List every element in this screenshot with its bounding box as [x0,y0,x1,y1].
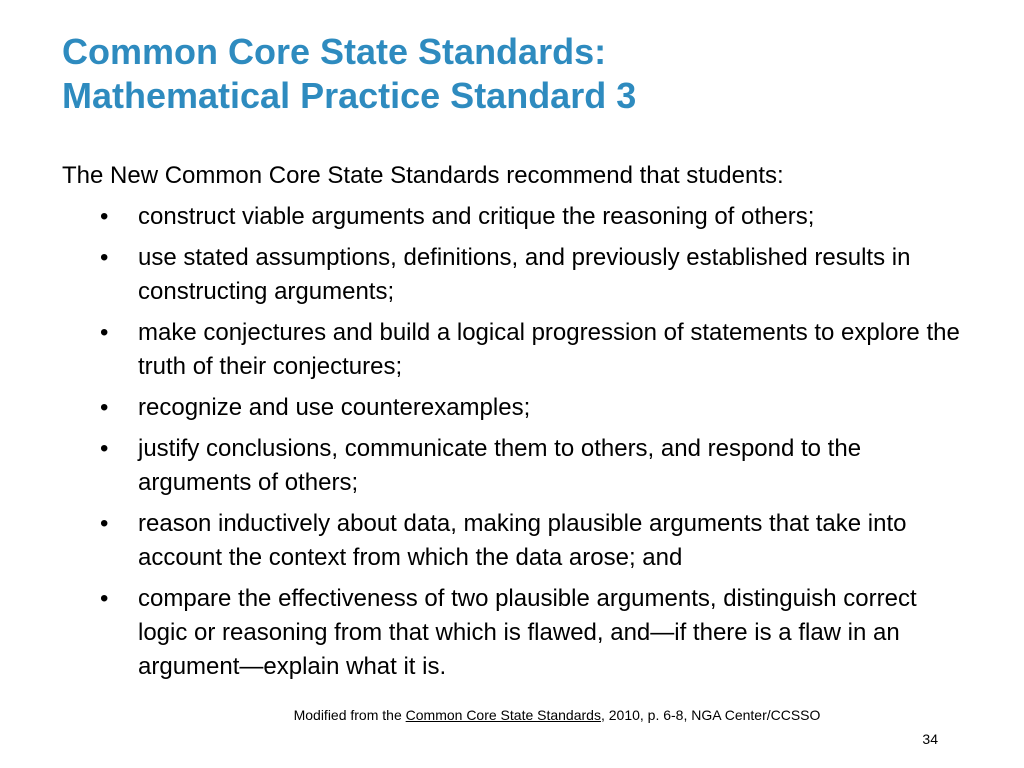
slide-title-line-2: Mathematical Practice Standard 3 [62,75,637,116]
bullet-marker: • [100,203,109,230]
source-citation [0,706,1024,724]
bullet-text: reason inductively about data, making plausible arguments that take into account the context from which the data arose; and [138,510,907,571]
intro-text: The New Common Core State Standards recommend that students: [62,162,784,189]
bullet-item-7 [62,582,962,684]
source-suffix: , 2010, p. 6-8, NGA Center/CCSSO [600,707,821,723]
source-prefix: Modified from the [293,707,406,723]
bullet-text: construct viable arguments and critique the reasoning of others; [138,203,815,230]
bullet-marker: • [100,435,109,462]
bullet-marker: • [100,319,109,346]
bullet-item-6 [62,507,962,575]
bullet-text: make conjectures and build a logical progression of statements to explore the truth of their conjectures; [138,319,960,380]
slide-title [62,30,982,118]
bullet-text: compare the effectiveness of two plausible arguments, distinguish correct logic or reasoning from that which is flawed, and—if there is a flaw in an argument—explain what it is. [138,585,917,680]
bullet-marker: • [100,510,109,537]
bullet-marker: • [100,585,109,612]
bullet-marker: • [100,244,109,271]
bullet-marker: • [100,394,109,421]
bullet-text: justify conclusions, communicate them to others, and respond to the arguments of others; [138,435,862,496]
bullet-item-3 [62,316,962,384]
bullet-text: use stated assumptions, definitions, and previously established results in constructing arguments; [138,244,911,305]
page-number: 34 [922,731,938,747]
source-link[interactable]: Common Core State Standards [405,707,601,723]
bullet-item-2 [62,241,962,309]
slide-title-line-1: Common Core State Standards: [62,31,607,72]
bullet-item-1 [62,200,962,234]
bullet-item-4 [62,391,962,425]
bullet-list [62,200,962,691]
bullet-text: recognize and use counterexamples; [138,394,531,421]
bullet-item-5 [62,432,962,500]
